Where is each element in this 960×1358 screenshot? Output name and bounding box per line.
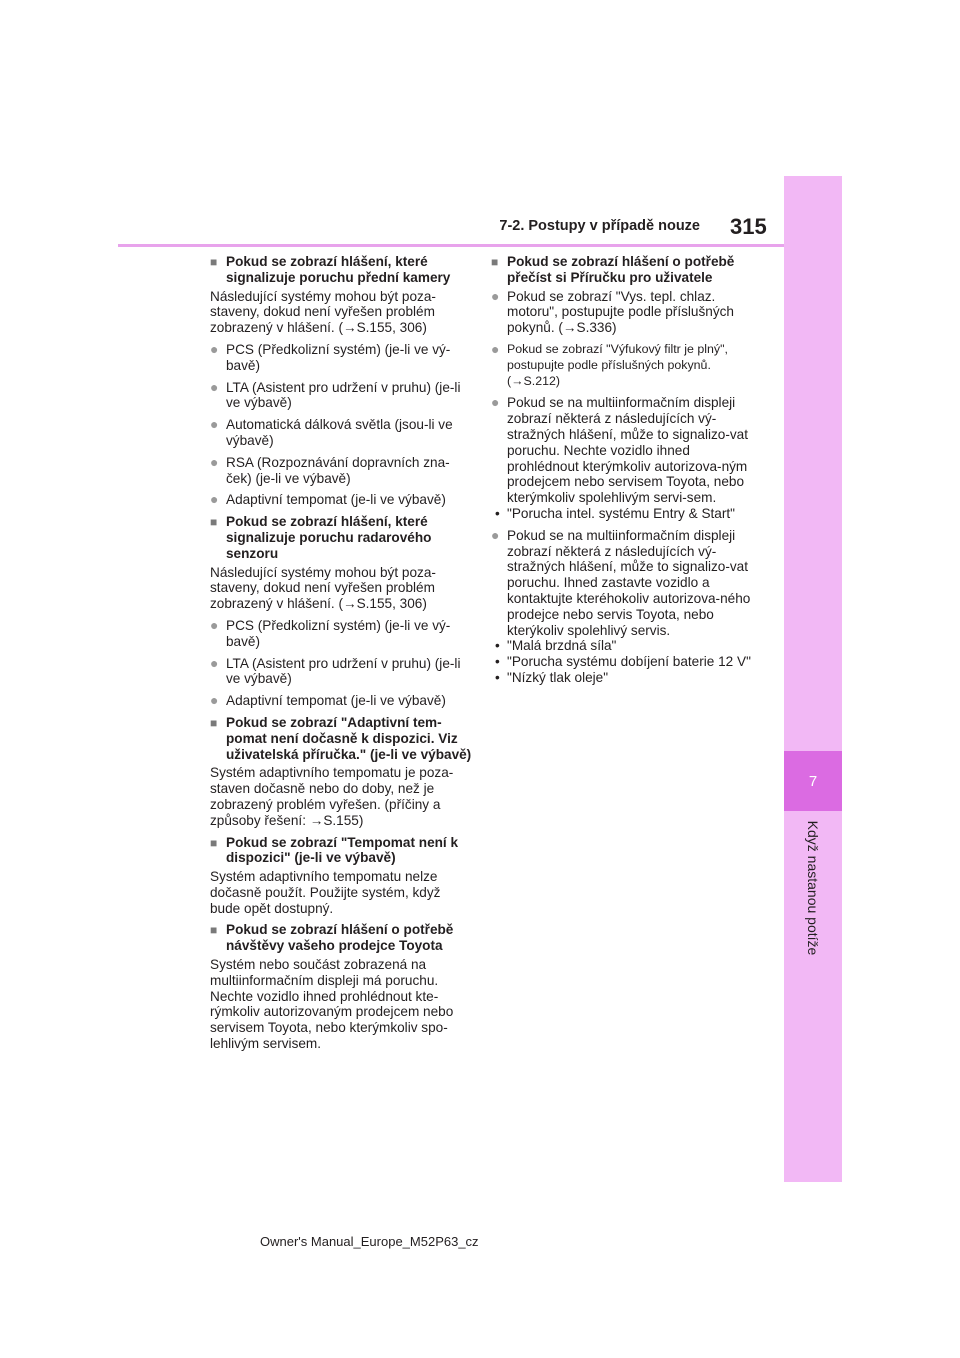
chapter-number-box (784, 751, 842, 811)
page-number: 315 (730, 214, 767, 239)
paragraph: Systém adaptivního tempomatu je poza-staven dočasně nebo do doby, než je zobrazený problém vyřešen. (příčiny a způsoby řešení: →S.155) (210, 765, 454, 828)
circle-bullet-icon: ● (491, 287, 500, 304)
section-title: 7-2. Postupy v případě nouze (499, 218, 700, 234)
circle-bullet-icon: ● (210, 692, 219, 709)
list-item: ● Pokud se na multiinformačním displeji zobrazí některá z následujících vý-stražných hlášení, může to signalizo-vat poruchu. Nechte vozidlo ihned prohlédnout kterýmkoliv autorizova-ným prodejcem nebo servisem Toyota, nebo kterýmkoliv spolehlivým servi-sem. (491, 394, 749, 506)
list-item: ● RSA (Rozpoznávání dopravních zna-ček) (je-li ve výbavě) (210, 453, 450, 486)
dot-bullet-icon: • (495, 505, 500, 521)
sub-list-item: • "Nízký tlak oleje" (495, 669, 609, 685)
circle-bullet-icon: ● (210, 378, 219, 395)
circle-bullet-icon: ● (210, 416, 219, 433)
section-heading: ■ Pokud se zobrazí "Tempomat není k dispozici" (je-li ve výbavě) (210, 834, 459, 866)
paragraph: Následující systémy mohou být poza-staveny, dokud není vyřešen problém zobrazený v hlášení. (→S.155, 306) (210, 564, 436, 612)
circle-bullet-icon: ● (210, 491, 219, 508)
list-item: ● LTA (Asistent pro udržení v pruhu) (je-li ve výbavě) (210, 378, 461, 411)
right-column (491, 254, 753, 686)
circle-bullet-icon: ● (491, 526, 500, 543)
chapter-title: Když nastanou potíže (805, 820, 821, 956)
list-item: ● PCS (Předkolizní systém) (je-li ve vý-bavě) (210, 340, 451, 373)
circle-bullet-icon: ● (210, 340, 219, 357)
dot-bullet-icon: • (495, 638, 500, 654)
section-heading: ■ Pokud se zobrazí hlášení, které signalizuje poruchu radarového senzoru (210, 514, 432, 561)
list-item: ● Pokud se na multiinformačním displeji zobrazí některá z následujících vý-stražných hlášení, může to signalizo-vat poruchu. Ihned zastavte vozidlo a kontaktujte kteréhokoliv autorizova-ného prodejce nebo servis Toyota, nebo kterýkoliv spolehlivý servis. (491, 526, 751, 638)
circle-bullet-icon: ● (491, 394, 500, 411)
list-item: ● PCS (Předkolizní systém) (je-li ve vý-bavě) (210, 616, 451, 649)
sub-list-item: • "Porucha systému dobíjení baterie 12 V" (495, 654, 751, 670)
section-heading: ■ Pokud se zobrazí "Adaptivní tem-pomat není dočasně k dispozici. Viz uživatelská příručka." (je-li ve výbavě) (210, 714, 472, 762)
chapter-number: 7 (808, 772, 818, 790)
square-bullet-icon: ■ (210, 923, 218, 938)
paragraph: Následující systémy mohou být poza-staveny, dokud není vyřešen problém zobrazený v hlášení. (→S.155, 306) (210, 288, 436, 336)
square-bullet-icon: ■ (210, 255, 218, 269)
footer-text: Owner's Manual_Europe_M52P63_cz (260, 1234, 479, 1249)
list-item: ● Automatická dálková světla (jsou-li ve výbavě) (210, 416, 453, 448)
circle-bullet-icon: ● (210, 616, 219, 633)
list-item: ● LTA (Asistent pro udržení v pruhu) (je-li ve výbavě) (210, 654, 461, 687)
sub-list-item: • "Malá brzdná síla" (495, 638, 617, 654)
list-item: ● Adaptivní tempomat (je-li ve výbavě) (210, 692, 446, 709)
left-column (210, 254, 472, 1058)
list-item: ● Pokud se zobrazí "Vys. tepl. chlaz. motoru", postupujte podle příslušných pokynů. (→S.336) (491, 287, 734, 336)
dot-bullet-icon: • (495, 654, 500, 670)
paragraph: Systém nebo součást zobrazená na multiinformačním displeji má poruchu. Nechte vozidlo ihned prohlédnout kte-rýmkoliv autorizovaným prodejcem nebo servisem Toyota, nebo kterýmkoliv spo-lehlivým servisem. (210, 957, 454, 1052)
section-heading: ■ Pokud se zobrazí hlášení, které signalizuje poruchu přední kamery (210, 254, 451, 285)
circle-bullet-icon: ● (491, 340, 500, 357)
square-bullet-icon: ■ (210, 715, 218, 730)
section-heading: ■ Pokud se zobrazí hlášení o potřebě přečíst si Příručku pro uživatele (491, 254, 735, 285)
dot-bullet-icon: • (495, 669, 500, 685)
header-rule (118, 244, 784, 247)
square-bullet-icon: ■ (491, 255, 499, 269)
section-heading: ■ Pokud se zobrazí hlášení o potřebě návštěvy vašeho prodejce Toyota (210, 922, 454, 954)
square-bullet-icon: ■ (210, 835, 218, 850)
chapter-side-tab (784, 176, 842, 1182)
sub-list-item: • "Porucha intel. systému Entry & Start" (495, 505, 735, 521)
paragraph: Systém adaptivního tempomatu nelze dočasně použít. Použijte systém, když bude opět dostupný. (210, 869, 441, 916)
list-item: ● Adaptivní tempomat (je-li ve výbavě) (210, 491, 446, 508)
circle-bullet-icon: ● (210, 654, 219, 671)
list-item: ● Pokud se zobrazí "Výfukový filtr je plný", postupujte podle příslušných pokynů. (→S.212) (491, 340, 728, 388)
circle-bullet-icon: ● (210, 453, 219, 470)
square-bullet-icon: ■ (210, 515, 218, 530)
